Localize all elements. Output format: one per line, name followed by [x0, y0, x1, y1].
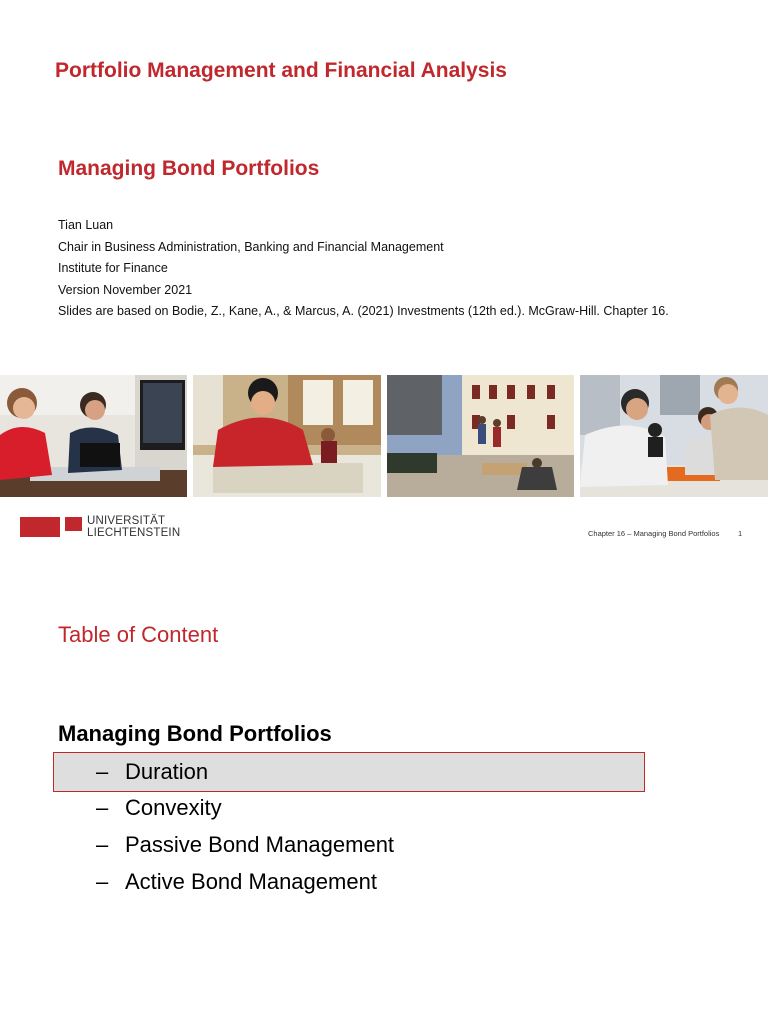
toc-title: Table of Content: [58, 622, 219, 647]
course-title: Portfolio Management and Financial Analysis: [55, 59, 507, 82]
photo-group-work: [580, 375, 768, 497]
toc-item-passive[interactable]: [96, 828, 394, 862]
logo-block-small: [65, 517, 82, 531]
toc-slide: [0, 560, 768, 1024]
footer-caption: Chapter 16 – Managing Bond Portfolios: [588, 529, 720, 538]
bullet-dash: –: [96, 759, 109, 784]
toc-item-active[interactable]: [96, 865, 377, 899]
photo-computer-lab: [0, 375, 187, 497]
university-logo: [20, 515, 180, 541]
toc-item-label: Active Bond Management: [125, 869, 377, 894]
bullet-dash: –: [96, 869, 109, 894]
photo-courtyard: [387, 375, 574, 497]
source-note: Slides are based on Bodie, Z., Kane, A., & Marcus, A. (2021) Investments (12th ed.). McGraw-Hill. Chapter 16.: [58, 304, 669, 318]
author-institute: Institute for Finance: [58, 261, 168, 275]
toc-item-label: Convexity: [125, 795, 222, 820]
logo-line-1: UNIVERSITÄT: [87, 515, 166, 527]
author-name: Tian Luan: [58, 218, 114, 232]
deck-title: Managing Bond Portfolios: [58, 157, 320, 180]
bullet-dash: –: [96, 832, 109, 857]
toc-item-convexity[interactable]: [96, 791, 222, 825]
version-line: Version November 2021: [58, 282, 193, 297]
photo-strip: [0, 375, 768, 497]
page-number: 1: [738, 529, 743, 538]
toc-item-label: Duration: [125, 759, 209, 784]
author-info: [58, 215, 669, 323]
photo-architecture-model: [193, 375, 381, 497]
bullet-dash: –: [96, 795, 109, 820]
logo-wordmark: [87, 515, 180, 539]
toc-item-duration[interactable]: [96, 755, 208, 789]
section-heading: Managing Bond Portfolios: [58, 721, 332, 746]
author-chair: Chair in Business Administration, Banking and Financial Management: [58, 239, 444, 254]
toc-item-label: Passive Bond Management: [125, 832, 395, 857]
logo-block-large: [20, 517, 60, 537]
logo-line-2: LIECHTENSTEIN: [87, 527, 181, 539]
